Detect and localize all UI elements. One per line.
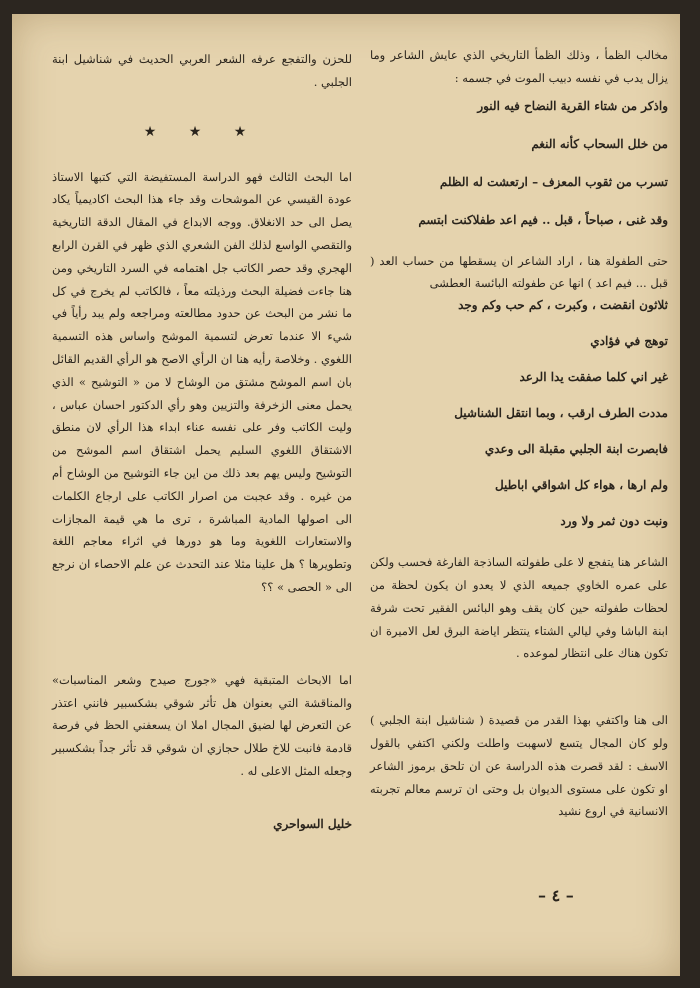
verse-line: ثلاثون انقضت ، وكبرت ، كم حب وكم وجد	[458, 298, 668, 313]
left-paragraph-2: اما الابحاث المتبقية فهي «جورج صيدح وشعر المناسبات» والمناقشة التي بعنوان هل تأثر شوقي بشكسبير فانني اعتذر عن التعرض لها لضيق المجال املا ان يسعفني الحظ في فرصة قادمة فانبت للاخ طلال حجازي ان شوقي قد تأثر جداً بشكسبير وجعله المثل الاعلى له .	[52, 672, 352, 778]
verse-line: من خلل السحاب كأنه النغم	[531, 136, 668, 151]
section-ornament: ★ ★ ★	[143, 123, 261, 140]
verse-line: فابصرت ابنة الجلبي مقبلة الى وعدي	[484, 442, 668, 457]
author-signature: خليل السواحري	[273, 816, 352, 831]
document-page	[12, 14, 680, 976]
left-column	[52, 48, 352, 836]
verse-line: توهج في فؤادي	[590, 334, 668, 349]
left-paragraph-1: اما البحث الثالث فهو الدراسة المستفيضة التي كتبها الاستاذ عودة القيسي عن الموشحات وقد جاء هذا البحث اكاديمياً يكاد يصل الى حد الانغلاق. ووجه الابداع في المقال الدقة التاريخية والتقصي الواسع لذلك الفن الشعري الذي ظهر في القرن الرابع الهجري وقد حصر الكاتب جل اهتمامه في السرد التاريخي ومن هنا جاءت فضيلة البحث ورذيلته معاً ، فالكاتب لم يخرج في كل ما نشر من البحث عن حدود مطالعته ومراجعه ولم يبد رأياً في شيء الا عندما تعرض لتسمية الموشح واساس هذه التسمية اللغوي . وخلاصة رأيه هنا ان الرأي الاصح هو الرأي القديم القائل بان اسم الموشح مشتق من الوشاح لا من « التوشيح » الذي يحمل معنى الزخرفة والتزيين وهو رأي الدكتور احسان عباس ، وليت الكاتب وفر على نفسه عناء ابداء هذا الرأي لان منطق الاشتقاق اللغوي السليم يحمل اشتقاق اسم الموشح من التوشيح وليس يهم بعد ذلك من اين جاء التوشيح من الوشاح أم من غيره . وقد عجبت من اصرار الكاتب على ارجاع الكلمات الى اصولها المادية المباشرة ، ترى ما هي قيمة المجازات والاستعارات اللغوية وما هو دورها في اثراء معاجم اللغة وتطويرها ؟ هل علينا مثلا عند التحدث عن علم الاحصاء ان نرجع الى « الحصى » ؟؟	[52, 169, 352, 594]
right-paragraph-2: حتى الطفولة هنا ، اراد الشاعر ان يسقطها من حساب العد ( قبل ... فيم اعد ) انها عن طفولته البائسة العطشى	[370, 253, 668, 291]
right-paragraph-4: الى هنا واكتفي بهذا القدر من قصيدة ( شناشيل ابنة الجلبي ) ولو كان المجال يتسع لاسهبت واطلت ولكني اكتفي بالقول الاسف : لقد قصرت هذه الدراسة عن ان تلحق برموز الشاعر او تكون على مستوى الديوان بل وحتى ان ترسم معالم تجربته الانسانية في اروع نشيد	[370, 713, 668, 819]
verse-line: تسرب من ثقوب المعزف – ارتعشت له الظلم	[439, 174, 668, 189]
verse-line: مددت الطرف ارقب ، وبما انتقل الشناشيل	[454, 406, 668, 421]
verse-block-a	[370, 98, 668, 228]
verse-block-b	[370, 297, 668, 529]
verse-line: وقد غنى ، صباحاً ، قبل .. فيم اعد طفلاكنت ابتسم	[418, 212, 668, 227]
verse-line: ولم ارها ، هواء كل اشواقي اباطيل	[494, 478, 668, 493]
right-column	[370, 44, 668, 823]
verse-line: ونبت دون ثمر ولا ورد	[560, 514, 668, 529]
verse-line: واذكر من شتاء القرية النضاح فيه النور	[477, 98, 668, 113]
right-intro-text: مخالب الظمأ ، وذلك الظمأ التاريخي الذي عايش الشاعر وما يزال يدب في نفسه دبيب الموت في جسمه :	[370, 48, 668, 85]
page-number: – ٤ –	[538, 886, 574, 905]
verse-line: غير اني كلما صفقت يدا الرعد	[519, 370, 668, 385]
right-paragraph-3: الشاعر هنا يتفجع لا على طفولته الساذجة الفارغة فحسب ولكن على عمره الخاوي جميعه الذي لا يعدو ان يكون لحظة من لحظات طفولته حين كان يقف وهو البائس الفقير تحت شرفة ابنة الباشا وفي ليالي الشتاء ينتظر اياضة البرق لعل الاميرة ان تكون هناك على انتظار لموعده .	[370, 555, 668, 661]
left-intro-text: للحزن والتفجع عرفه الشعر العربي الحديث في شناشيل ابنة الجلبي .	[52, 52, 352, 89]
